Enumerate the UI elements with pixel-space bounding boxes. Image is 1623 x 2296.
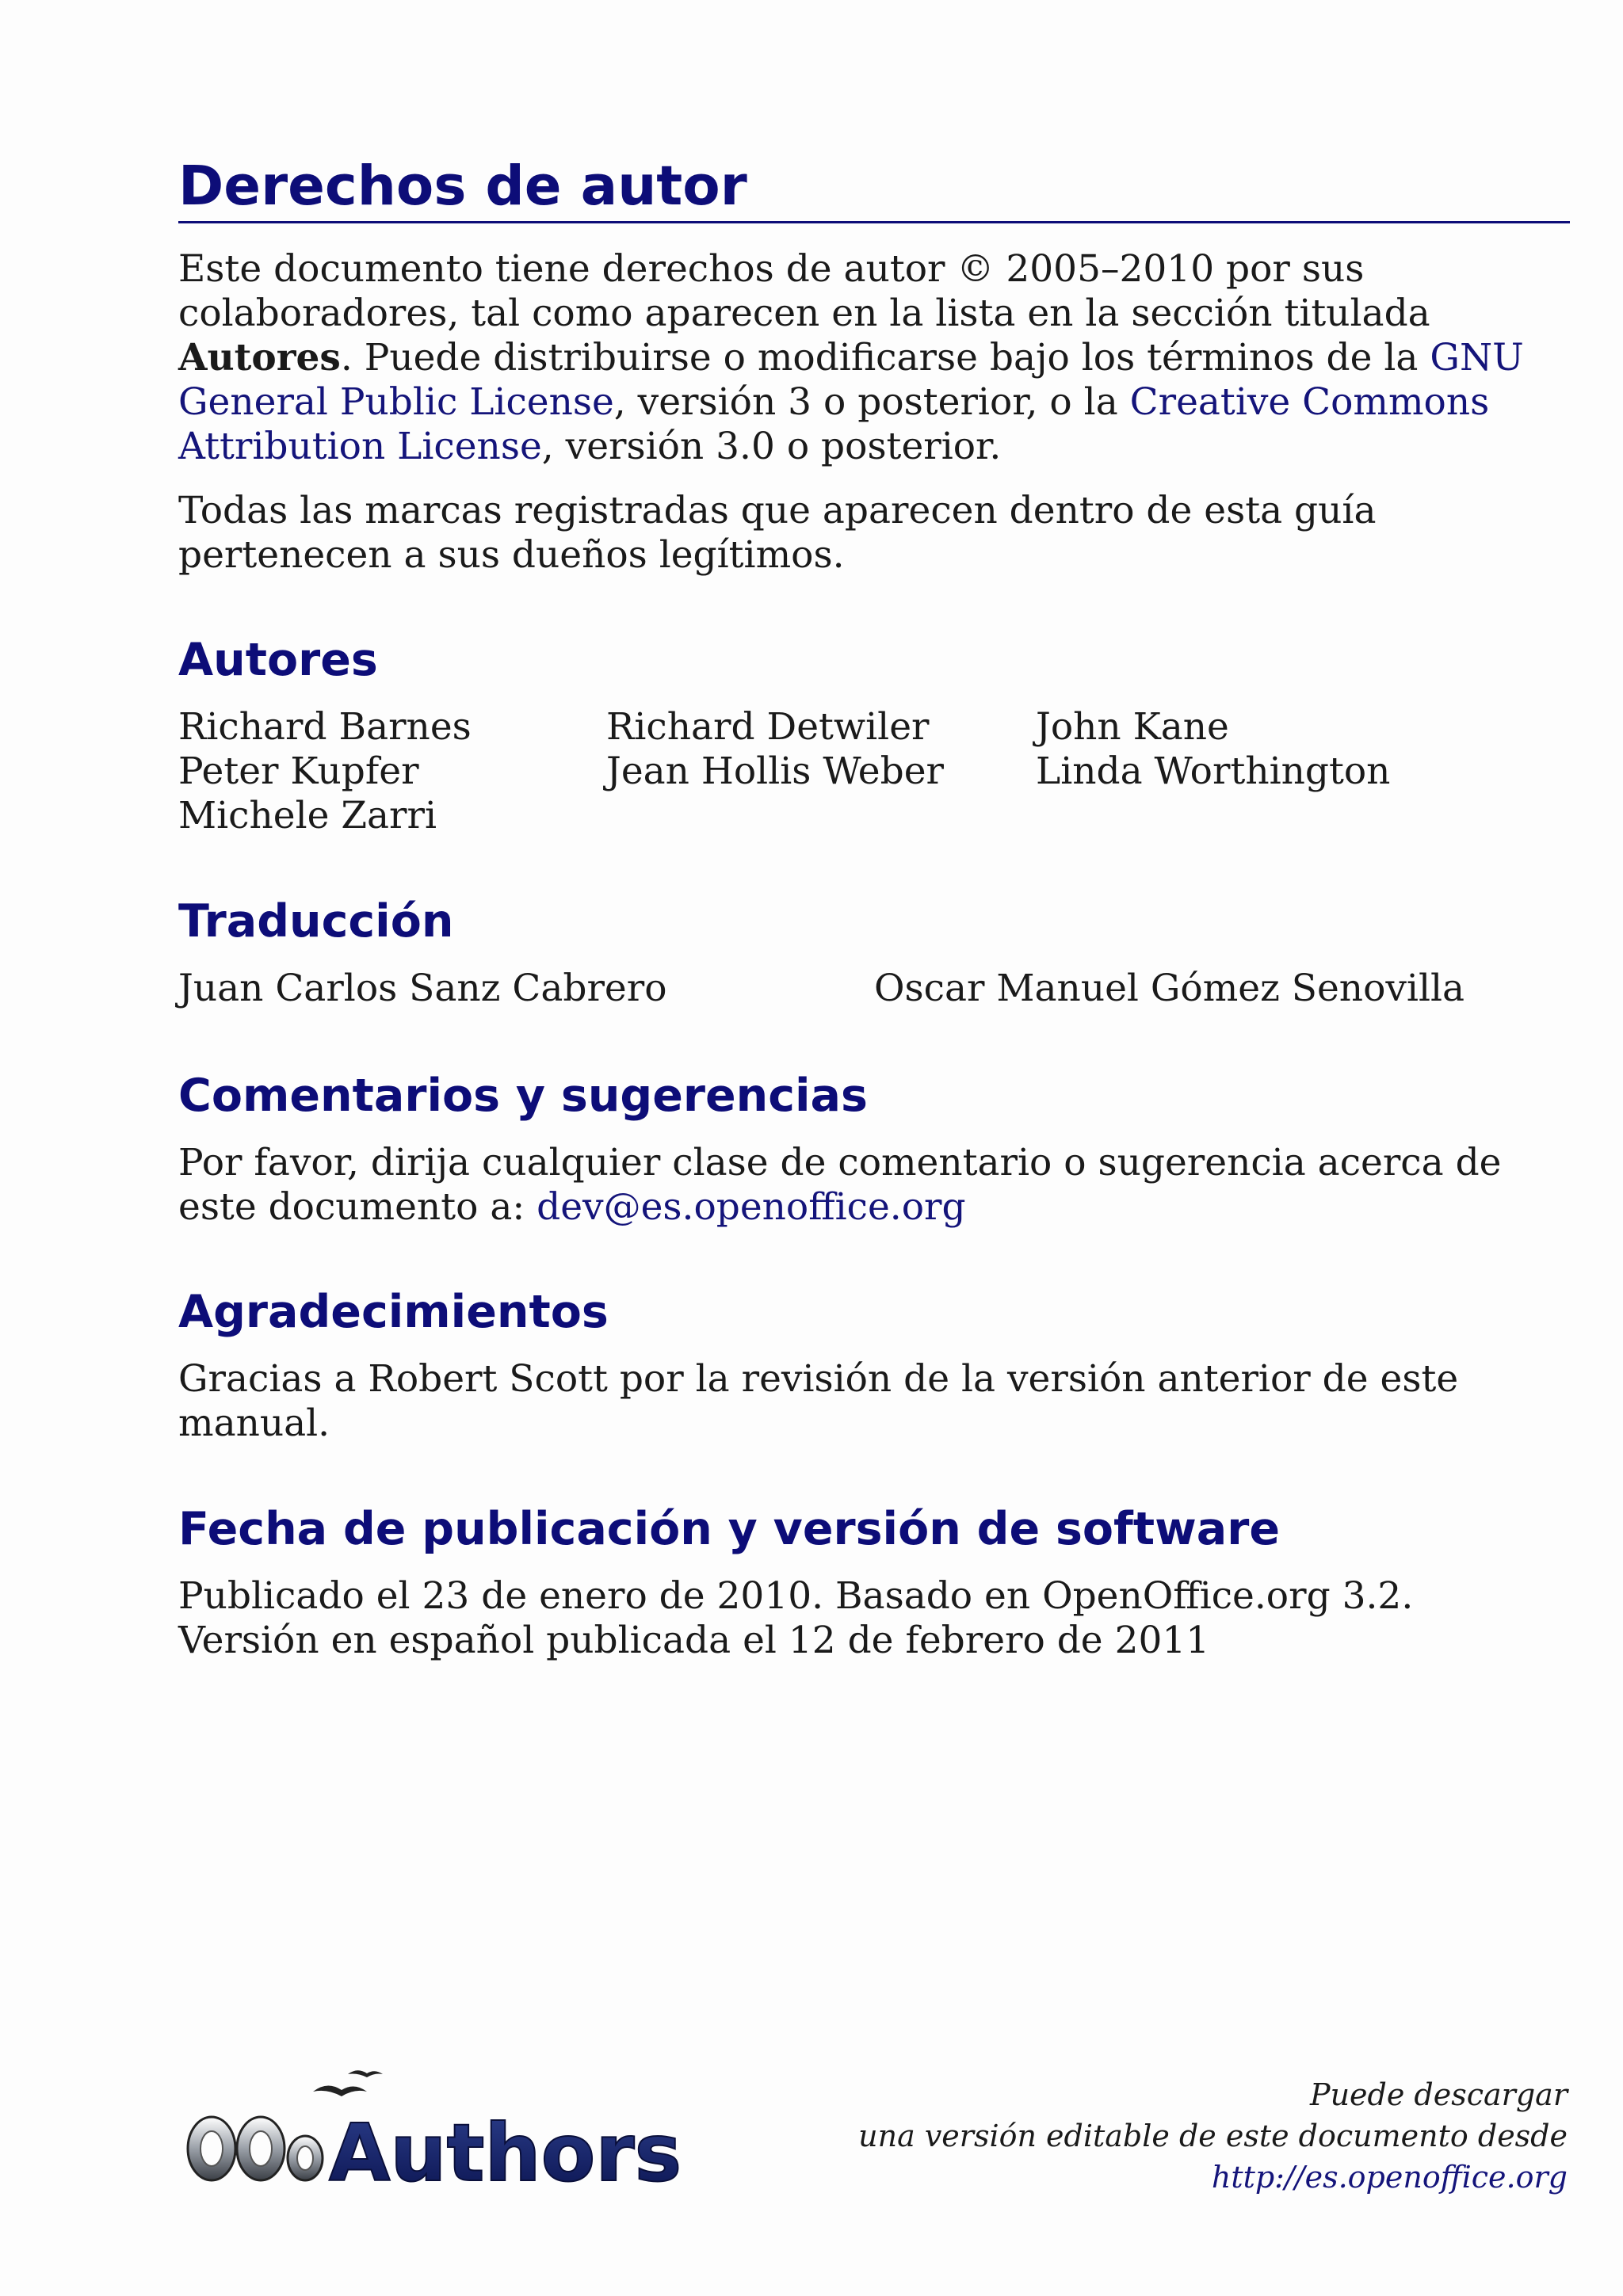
footer-line-1: Puede descargar [1310,2077,1568,2112]
footer-download-note [858,2074,1568,2198]
publication-line-1: Publicado el 23 de enero de 2010. Basado en OpenOffice.org 3.2. [178,1574,1414,1618]
trademark-paragraph: Todas las marcas registradas que aparecen dentro de esta guía pertenecen a sus dueños legítimos. [178,489,1377,577]
publication-heading: Fecha de publicación y versión de software [178,1503,1280,1555]
author-name: Richard Detwiler [606,705,930,749]
copyright-paragraph [178,247,1573,469]
translator-name: Juan Carlos Sanz Cabrero [178,967,667,1010]
footer-line-2: una versión editable de este documento desde [858,2119,1568,2153]
translator-name: Oscar Manuel Gómez Senovilla [874,967,1465,1010]
publication-paragraph [178,1574,1573,1663]
copyright-text-a: Este documento tiene derechos de autor © 2005–2010 por sus colaboradores, tal como aparecen en la lista en la sección titulada [178,247,1430,335]
feedback-paragraph [178,1141,1573,1230]
cc-link[interactable]: Creative Commons Attribution License [178,380,1490,468]
feedback-text: Por favor, dirija cualquier clase de comentario o sugerencia acerca de este documento a: [178,1141,1502,1229]
copyright-text-d: , versión 3.0 o posterior. [541,425,1002,468]
publication-line-2: Versión en español publicada el 12 de febrero de 2011 [178,1619,1210,1662]
acknowledgments-paragraph: Gracias a Robert Scott por la revisión de la versión anterior de este manual. [178,1357,1459,1445]
feedback-email-link[interactable]: dev@es.openoffice.org [537,1185,966,1229]
svg-text:Authors: Authors [329,2107,682,2195]
gpl-link[interactable]: GNU General Public License [178,336,1524,424]
copyright-text-c: , versión 3 o posterior, o la [613,380,1130,424]
author-name: Jean Hollis Weber [606,749,944,793]
feedback-heading: Comentarios y sugerencias [178,1070,868,1122]
authors-reference: Autores [178,336,341,379]
author-name: Linda Worthington [1036,749,1391,793]
footer-url-link[interactable]: http://es.openoffice.org [1211,2160,1568,2195]
author-name: Michele Zarri [178,794,437,837]
page-title: Derechos de autor [178,154,1570,223]
author-name: John Kane [1036,705,1229,749]
authors-heading: Autores [178,634,378,686]
author-name: Richard Barnes [178,705,472,749]
author-name: Peter Kupfer [178,749,419,793]
translation-heading: Traducción [178,895,454,948]
copyright-text-b: . Puede distribuirse o modificarse bajo los términos de la [340,336,1430,379]
ooo-authors-logo [178,2060,685,2195]
acknowledgments-heading: Agradecimientos [178,1286,609,1338]
